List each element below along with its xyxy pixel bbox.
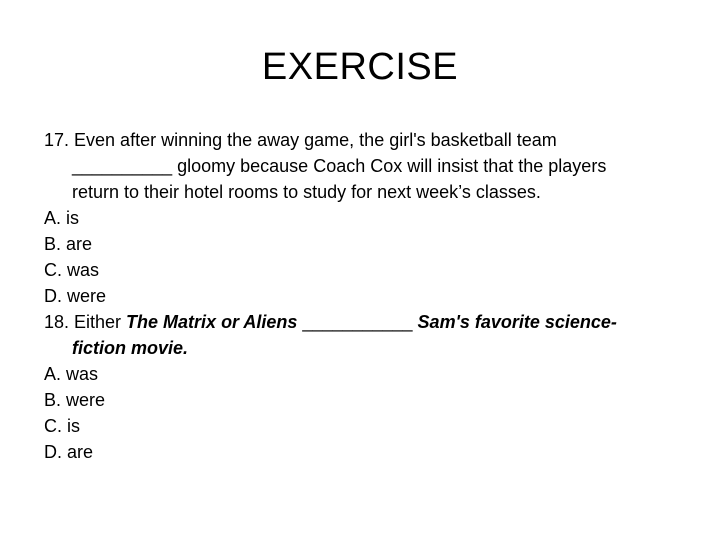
q17-option-d: D. were — [44, 286, 107, 306]
question-17 — [44, 127, 684, 205]
question-17-line-2: __________ gloomy because Coach Cox will insist that the players — [72, 156, 607, 176]
q17-option-a: A. is — [44, 208, 80, 228]
question-17-line-1: 17. Even after winning the away game, the girl's basketball team — [44, 130, 557, 150]
q18-option-c: C. is — [44, 416, 80, 436]
question-18-prefix: 18. Either — [44, 312, 127, 332]
q18-option-b: B. were — [44, 390, 106, 410]
question-18-tail-2: fiction movie. — [72, 338, 189, 358]
question-18-tail: Sam's favorite science- — [417, 312, 617, 332]
question-18-blank: ___________ — [297, 312, 418, 332]
q18-option-a: A. was — [44, 364, 99, 384]
question-18-titles: The Matrix or Aliens — [126, 312, 298, 332]
q18-option-d: D. are — [44, 442, 94, 462]
question-18 — [44, 309, 684, 361]
slide-body — [44, 127, 684, 465]
q17-option-c: C. was — [44, 260, 100, 280]
question-17-line-3: return to their hotel rooms to study for next week’s classes. — [72, 182, 541, 202]
q17-option-b: B. are — [44, 234, 93, 254]
slide-title: EXERCISE — [261, 46, 459, 88]
